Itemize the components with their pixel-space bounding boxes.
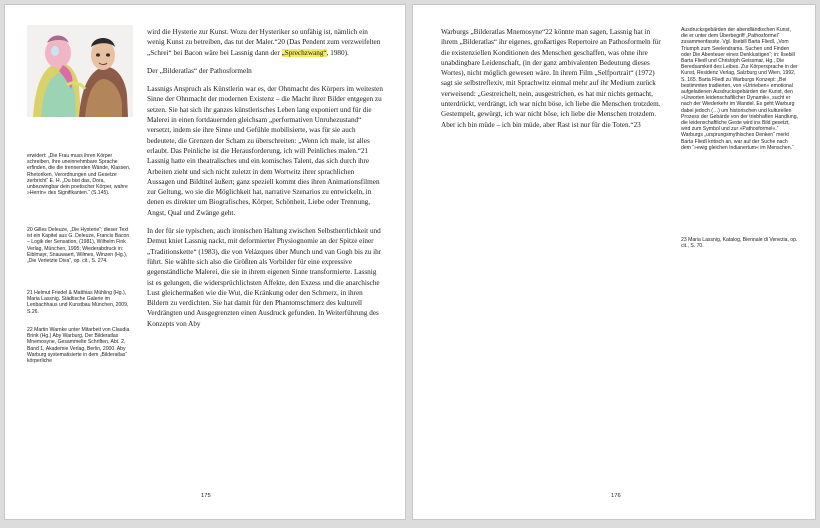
right-body-text: [441, 27, 667, 138]
page-number: 176: [611, 493, 621, 499]
paragraph: [147, 27, 383, 58]
footnote-20: 20 Gilles Deleuze, „Die Hysterie“; dieser Text ist ein Kapitel aus G. Deleuze, Francis Bacon – Logik der Sensation, (1981), Wilhelm Fink Verlag, München, 1995; Wiederabdruck in: Eiblmayr, Snauwaert, Wilmes, Winzen (Hg.), „Die Verletzte Diva“, op. cit., S. 274.: [27, 227, 130, 265]
left-body-text: [147, 27, 383, 337]
paragraph: Lassnigs Anspruch als Künstlerin war es, der Ohnmacht des Körpers im weitesten Sinne der Ohnmacht der modernen Existenz – die Macht ihrer Bilder entgegen zu setzen. Sie hat sich ihr ganzes künstlerisches Leben lang exponiert und für die Malerei in einen fortdauernden gleichsam „performativen Unruhezustand“ versetzt, indem sie ihre Sinne und Gefühle mobilisierte, was für sie auch bedeutete, die Grenzen der Scham zu überschreiten: „Wenn ich male, ist alles erlaubt. Das Peinliche ist die Herausforderung, ich will Peinliches malen.“21 Lassnig hatte ein theatralisches und ein komisches Talent, das sich durch ihre Arbeiten zieht und sich nicht zuletzt in dem Wortwitz ihrer sprachlichen Aussagen und Bildtitel äußert; ganz speziell kommt dies ihren Animationsfilmen zur Geltung, wo sie die Möglichkeit hat, narrative Szenarios zu entwickeln, in denen es direkter um Biografisches, Körper, Schönheit, Liebe oder Trennung, Angst, Qual und Zwänge geht.: [147, 85, 383, 217]
paragraph-text: wird die Hysterie zur Kunst. Wozu der Hysteriker so unfähig ist, nämlich ein wenig Kunst zu betreiben, das tut der Maler.“20 (Das Pendent zum verzweifelten „Schrei“ bei Bacon wäre bei Lassnig dann der: [147, 28, 381, 57]
right-page: [412, 4, 816, 520]
footnote-continuation: erwidert: „Die Frau muss ihren Körper schreiben, ihre uneinnehmbare Sprache erfinden, die die trennenden Wände, Klassen, Rhetoriken, Verordnungen und Gesetze zerbricht“ E. H. „Du bist das, Dora, unbezwingbar dein poetischer Körper, wahre »Herrin« des Signifikanten.“ (S.145).: [27, 153, 131, 197]
footnote-22-continuation: Ausdrucksgebärden der abendländischen Kunst, die er unter dem Überbegriff „Pathosformel“ zusammenfasste. Vgl. Ilsebill Barta Fliedl, „Vom Triumph zum Seelendrama. Suchen und Finden oder Die Abenteuer eines Denklustigen“; in: Ilsebill Barta Fliedl und Christoph Geissmar, Hg., Die Beredsamkeit des Leibes. Zur Körpersprache in der Kunst, Residenz Verlag, Salzburg und Wien, 1992, S. 165. Barta Fliedl zu Warburgs Konzept: „Bei bestimmten tradierten, von »Urtrieben« emotional aufgeladenen Ausdrucksgebärden der Kunst, den »Urworten leidenschaftlicher Dynamik«, sucht er nach der Wiederkehr im Wandel. Es geht Warburg dabei jedoch (…) um historischen und kulturellen Prozess der Gebärde von der triebhaften Handlung, die leidenschaftliche Geste wird ins Bild gesetzt, wird zum Symbol und zur »Pathosformel«.“ Warburgs „ursprungsmythisches Denken“ merkt Barta Fliedl kritisch an, war auf der Suche nach dem “»ewig gleichen Indianertum« im Menschen.“: [681, 27, 798, 151]
footnote-21: 21 Helmut Friedel & Matthias Mühling (Hg.), Maria Lassnig. Städtische Galerie im Lenbachhaus und Kunstbau München, 2009, S.26.: [27, 290, 129, 315]
painting-thumbnail: [27, 25, 133, 117]
paragraph: In der für sie typischen, auch ironischen Haltung zwischen Selbstherrlichkeit und Demut kniet Lassnig nackt, mit deformierter Physiognomie an der Spitze einer „Traditionskette“ (1983), die von Velázques über Munch und van Gogh bis zu ihr führt. Sie wählte sich also die Größten als Vorbilder für eine expressive gegenständliche Malerei, die sie in ihrem eigenen Sinne transformierte. Lassnig ist es gelungen, die widersprüchlichsten Affekte, den Exzess und die anarchische Lust gleichermaßen wie die Wut, die Kränkung oder den Schmerz, in ihren Bildern zu verdichten. Sie hat damit für den Phantomschmerz des kulturell Verdrängten und Ausgegrenzten einen Ausdruck gefunden. In Weiterführung des Konzepts von Aby: [147, 227, 382, 328]
section-heading: Der „Bilderatlas“ der Pathosformeln: [147, 66, 252, 75]
page-number: 175: [201, 493, 211, 499]
paragraph: Warburgs „Bilderatlas Mnemosyne“22 könnte man sagen, Lassnig hat in ihrem „Bilderatlas“ ihr eigenes, großartiges Repertoire an Pathosformeln für die existenziellen Konditionen des Menschen geschaffen, was ohne ihre unabdingbare Leidenschaft, (in der ganz ambivalenten Bedeutung dieses Wortes), nicht möglich gewesen wäre. In ihrem Film „Selfportrait“ (1972) sagt sie selbstreflexiv, mit Sprachwitz einmal mehr auf ihr Medium zurück verweisend: „Gestreichelt, nein, ausgestrichen, es hat mir nichts gemacht, unterdrückt, verdrängt, ich war nicht böse, ich liebe die Menschen trotzdem. Gestempelt, gewürgt, ich war nicht böse, ich liebe die Menschen trotzdem. Aber ich bin müde – ich bin müde, aber Rast ist nur für die Toten.“23: [441, 28, 661, 129]
painting-image: [27, 25, 133, 117]
footnote-23: 23 Maria Lassnig, Katalog, Biennale di Venezia, op. cit., S. 70.: [681, 237, 798, 250]
left-page: [4, 4, 406, 520]
paragraph-text: , 1980).: [326, 48, 349, 57]
highlighted-term: „Sprechzwang“: [281, 48, 327, 57]
footnote-22: 22 Martin Warnke unter Mitarbeit von Claudia Brink (Hg.) Aby Warburg, Der Bilderatlas Mnemosyne, Gesammelte Schriften, Abt. 2, Band 1, Akademie Verlag, Berlin, 2000. Aby Warburg systematisierte in dem „Bilderatlas“ körperliche: [27, 327, 130, 365]
